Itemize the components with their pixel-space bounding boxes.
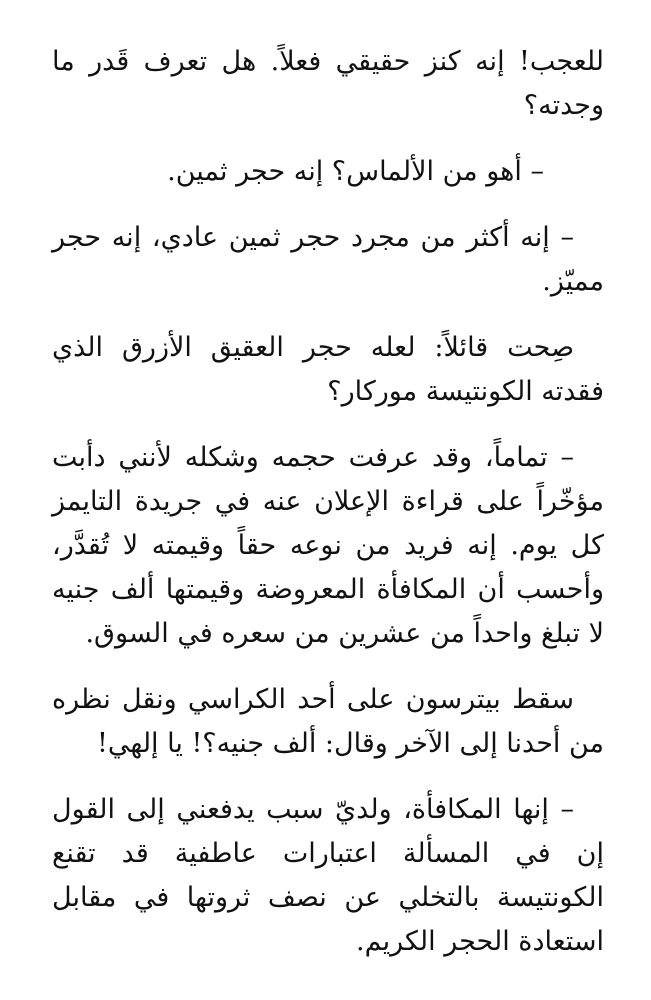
paragraph-6: سقط بيترسون على أحد الكراسي ونقل نظره من أحدنا إلى الآخر وقال: ألف جنيه؟! يا إلهي! [52,684,604,759]
paragraph-4: صِحت قائلاً: لعله حجر العقيق الأزرق الذي فقدته الكونتيسة موركار؟ [52,332,604,407]
paragraph-3: – إنه أكثر من مجرد حجر ثمين عادي، إنه حجر مميّز. [52,222,604,297]
paragraph-7: – إنها المكافأة، ولديّ سبب يدفعني إلى القول إن في المسألة اعتبارات عاطفية قد تقنع الكونتيسة بالتخلي عن نصف ثروتها في مقابل استعادة الحجر الكريم. [52,794,604,957]
paragraph-1: للعجب! إنه كنز حقيقي فعلاً. هل تعرف قَدر ما وجدته؟ [52,46,604,121]
book-page [52,40,604,986]
paragraph-5: – تماماً، وقد عرفت حجمه وشكله لأنني دأبت مؤخّراً على قراءة الإعلان عنه في جريدة التايمز كل يوم. إنه فريد من نوعه حقاً وقيمته لا تُقدَّر، وأحسب أن المكافأة المعروضة وقيمتها ألف جنيه لا تبلغ واحداً من عشرين من سعره في السوق. [52,442,604,649]
paragraph-2: – أهو من الألماس؟ إنه حجر ثمين. [167,156,544,187]
